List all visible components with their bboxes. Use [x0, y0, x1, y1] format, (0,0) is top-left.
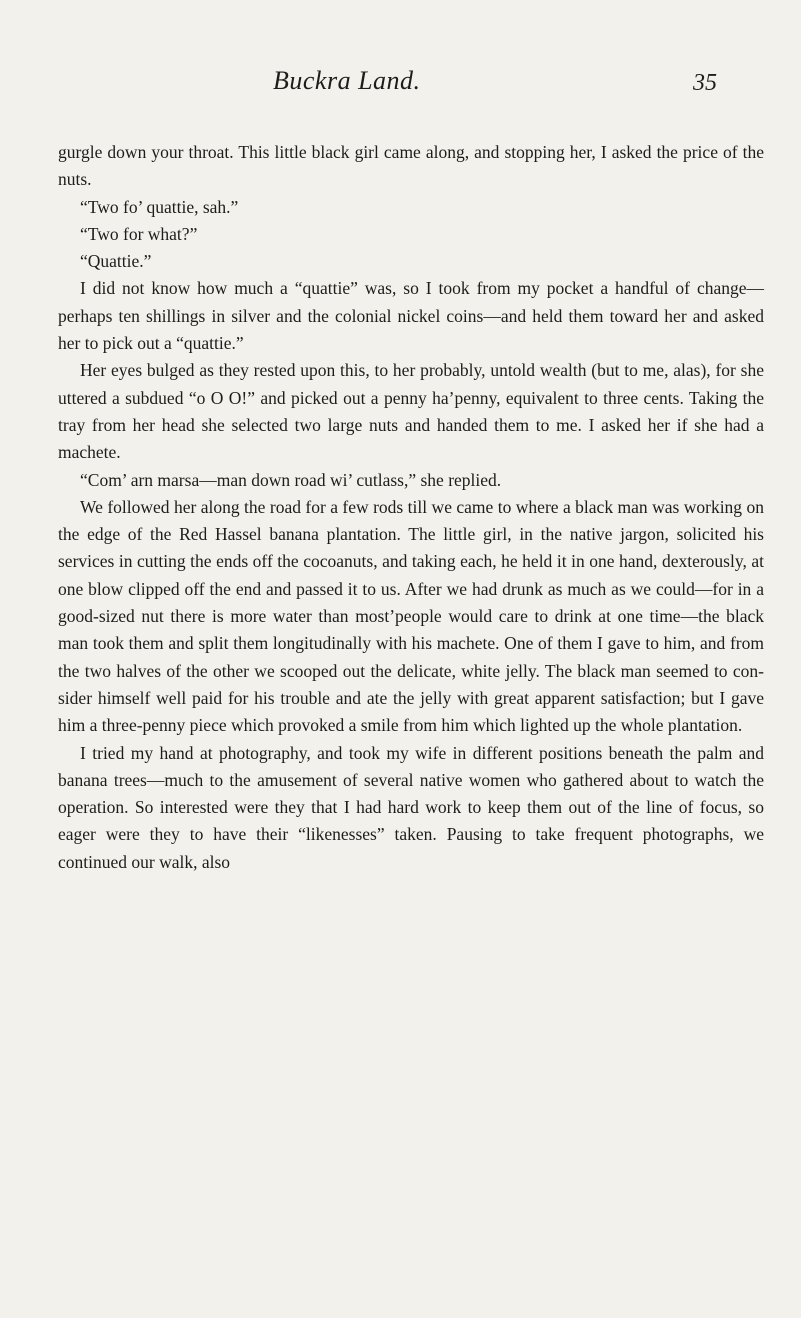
paragraph: Her eyes bulged as they rested upon this, to her probably, untold wealth (but to me, alas), for she uttered a subdued “o O O!” and picked out a penny ha’penny, equivalent to three cents. Taking the tray from her head she selected two large nuts and handed them to me. I asked her if she had a machete.: [58, 360, 764, 463]
paragraph: “Com’ arn marsa—man down road wi’ cutlass,” she replied.: [80, 469, 502, 490]
page-header: [0, 66, 801, 112]
paragraph: “Two for what?”: [80, 223, 198, 244]
body-text: [58, 139, 764, 876]
paragraph: I did not know how much a “quattie” was, so I took from my pocket a handful of change—perhaps ten shillings in silver and the colonial nickel coins—and held them toward her and asked her to pick out a “quattie.”: [58, 278, 764, 354]
paragraph: “Two fo’ quattie, sah.”: [80, 196, 239, 217]
page-number: 35: [693, 70, 717, 96]
paragraph: We followed her along the road for a few rods till we came to where a black man was working on the edge of the Red Hassel banana plantation. The little girl, in the native jargon, solicited his services in cutting the ends off the cocoanuts, and taking each, he held it in one hand, dexterously, at one blow clipped off the end and passed it to us. After we had drunk as much as we could—for in a good-sized nut there is more water than most’people would care to drink at one time—the black man took them and split them longitudinally with his machete. One of them I gave to him, and from the two halves of the other we scooped out the delicate, white jelly. The black man seemed to consider himself well paid for his trouble and ate the jelly with great apparent satisfaction; but I gave him a three-penny piece which provoked a smile from him which lighted up the whole plantation.: [58, 496, 764, 736]
paragraph: gurgle down your throat. This little black girl came along, and stopping her, I asked the price of the nuts.: [58, 142, 764, 190]
paragraph: I tried my hand at photography, and took my wife in different positions beneath the palm and banana trees—much to the amusement of several native women who gathered about to watch the operation. So interested were they that I had hard work to keep them out of the line of focus, so eager were they to have their “likenesses” taken. Pausing to take frequent photographs, we continued our walk, also: [58, 742, 764, 872]
paragraph: “Quattie.”: [80, 251, 152, 272]
running-title: Buckra Land.: [273, 66, 421, 95]
